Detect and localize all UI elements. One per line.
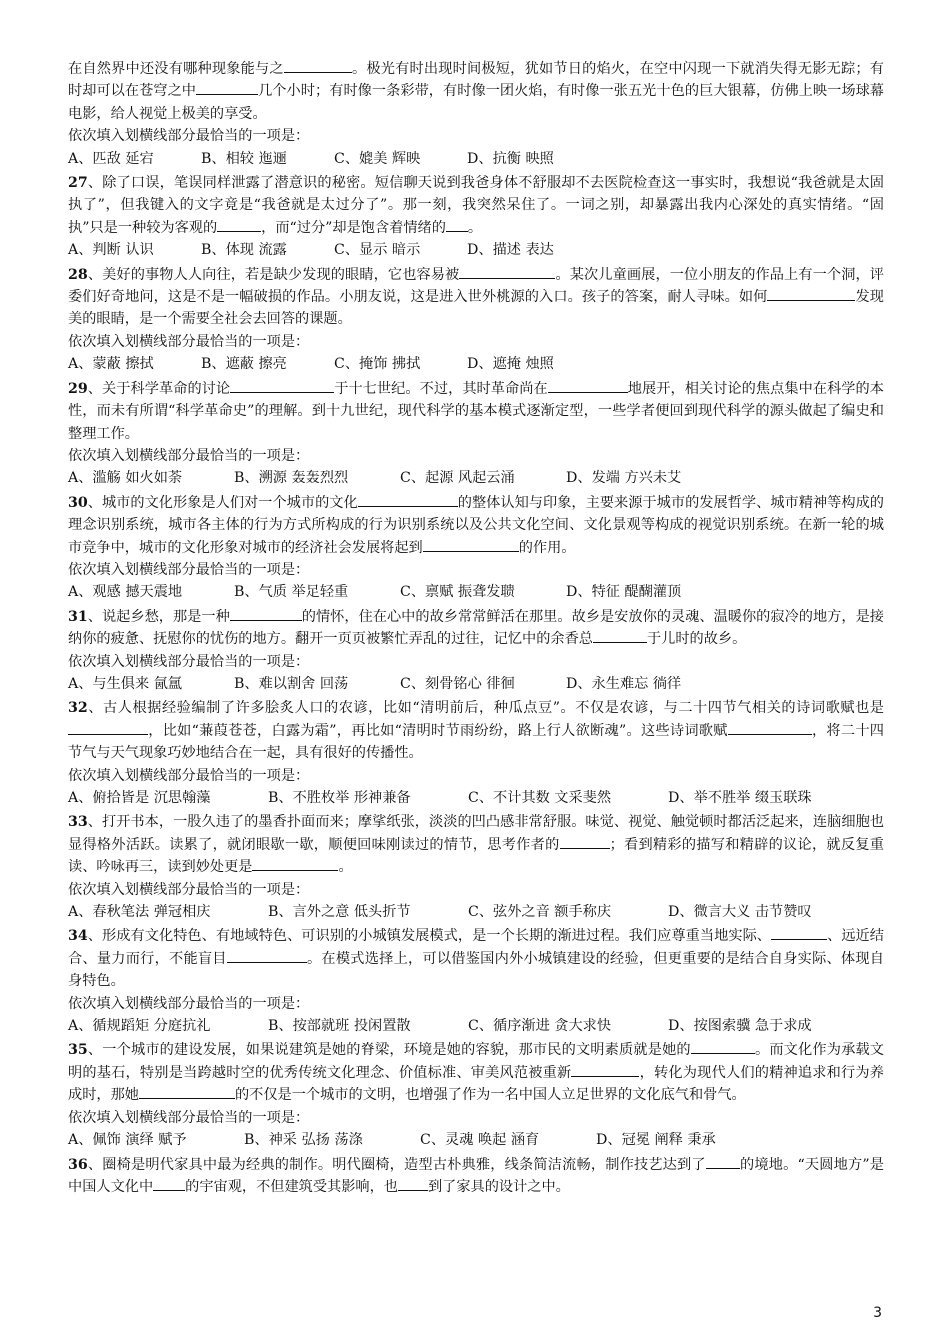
option-c[interactable]: C、起源 风起云涌 bbox=[400, 470, 515, 487]
option-c[interactable]: C、媲美 辉映 bbox=[334, 150, 421, 167]
question-number: 33 bbox=[68, 814, 88, 831]
question-prompt: 依次填入划横线部分最恰当的一项是： bbox=[68, 1109, 310, 1126]
blank bbox=[459, 264, 555, 279]
blank bbox=[196, 80, 258, 95]
option-a[interactable]: A、春秋笔法 弹冠相庆 bbox=[68, 904, 211, 921]
question-number: 34 bbox=[68, 928, 88, 945]
option-b[interactable]: B、气质 举足轻重 bbox=[234, 584, 349, 601]
question-number: 32 bbox=[68, 700, 88, 717]
option-b[interactable]: B、难以割舍 回荡 bbox=[234, 675, 349, 692]
option-list bbox=[68, 581, 884, 603]
blank bbox=[706, 1154, 740, 1169]
option-list bbox=[68, 148, 884, 170]
intro-paragraph: 在自然界中还没有哪种现象能与之 。极光有时出现时间极短，犹如节日的焰火，在空中闪现一下就消失得无影无踪；有时却可以在苍穹之中 几个小时；有时像一条彩带，有时像一团火焰，有时像一张五光十色的巨大银幕，仿佛上映一场球幕电影，给人视觉上极美的享受。 bbox=[68, 58, 884, 125]
blank bbox=[227, 948, 307, 963]
option-b[interactable]: B、溯源 轰轰烈烈 bbox=[234, 470, 349, 487]
blank bbox=[560, 834, 610, 849]
question-prompt: 依次填入划横线部分最恰当的一项是： bbox=[68, 881, 310, 898]
option-c[interactable]: C、不计其数 文采斐然 bbox=[468, 790, 612, 806]
blank bbox=[446, 217, 468, 232]
question-35: 35、一个城市的建设发展，如果说建筑是她的脊梁，环境是她的容貌，那市民的文明素质就是她的 。而文化作为承载文明的基石，特别是当跨越时空的优秀传统文化理念、价值标准、审美风范被重新 ，转化为现代人们的精神追求和行为养成时，那她 的不仅是一个城市的文明，也增强了作为一名中国人立足世界的文化底气和骨气。 bbox=[68, 1039, 884, 1106]
blank bbox=[548, 378, 628, 393]
option-a[interactable]: A、匹敌 延宕 bbox=[68, 150, 154, 167]
option-d[interactable]: D、举不胜举 缀玉联珠 bbox=[668, 790, 812, 806]
question-31: 31、说起乡愁，那是一种 的情怀，住在心中的故乡常常鲜活在那里。故乡是安放你的灵魂、温暖你的寂冷的地方，是接纳你的疲惫、抚慰你的忧伤的地方。翻开一页页被繁忙弄乱的过往，记忆中的余香总 于儿时的故乡。 bbox=[68, 606, 884, 651]
option-c[interactable]: C、弦外之音 额手称庆 bbox=[468, 904, 612, 921]
question-29: 29、关于科学革命的讨论 于十七世纪。不过，其时革命尚在 地展开，相关讨论的焦点集中在科学的本性，而未有所谓“科学革命史”的理解。到十九世纪，现代科学的基本模式逐渐定型，一些学者便回到现代科学的源头做起了编史和整理工作。 bbox=[68, 378, 884, 445]
question-30: 30、城市的文化形象是人们对一个城市的文化 的整体认知与印象，主要来源于城市的发展哲学、城市精神等构成的理念识别系统，城市各主体的行为方式所构成的行为识别系统以及公共文化空间、文化景观等构成的视觉识别系统。在新一轮的城市竞争中，城市的文化形象对城市的经济社会发展将起到 的作用。 bbox=[68, 492, 884, 559]
option-list bbox=[68, 467, 884, 489]
page-number: 3 bbox=[873, 1305, 882, 1321]
question-number: 31 bbox=[68, 608, 88, 625]
question-prompt: 依次填入划横线部分最恰当的一项是： bbox=[68, 128, 310, 145]
option-d[interactable]: D、永生难忘 徜徉 bbox=[566, 675, 682, 692]
question-prompt: 依次填入划横线部分最恰当的一项是： bbox=[68, 333, 310, 350]
option-d[interactable]: D、抗衡 映照 bbox=[467, 150, 554, 167]
option-list bbox=[68, 901, 884, 923]
option-d[interactable]: D、遮掩 烛照 bbox=[467, 356, 554, 373]
blank bbox=[593, 628, 647, 643]
question-number: 29 bbox=[68, 380, 88, 397]
option-d[interactable]: D、发端 方兴未艾 bbox=[566, 470, 682, 487]
option-b[interactable]: B、相较 迤逦 bbox=[201, 150, 287, 167]
option-d[interactable]: D、冠冕 阐释 秉承 bbox=[596, 1132, 716, 1149]
question-number: 35 bbox=[68, 1042, 88, 1059]
option-b[interactable]: B、言外之意 低头折节 bbox=[268, 904, 411, 921]
question-number: 28 bbox=[68, 266, 88, 283]
option-b[interactable]: B、体现 流露 bbox=[201, 242, 287, 259]
option-a[interactable]: A、判断 认识 bbox=[68, 242, 154, 259]
option-list bbox=[68, 353, 884, 375]
blank bbox=[153, 1176, 185, 1191]
option-list bbox=[68, 239, 884, 261]
option-c[interactable]: C、掩饰 拂拭 bbox=[334, 356, 421, 373]
option-c[interactable]: C、禀赋 振聋发聩 bbox=[400, 584, 515, 601]
blank bbox=[230, 378, 334, 393]
blank bbox=[423, 537, 519, 552]
blank bbox=[571, 1062, 639, 1077]
option-b[interactable]: B、遮蔽 擦亮 bbox=[201, 356, 287, 373]
question-prompt: 依次填入划横线部分最恰当的一项是： bbox=[68, 653, 310, 670]
question-33: 33、打开书本，一股久违了的墨香扑面而来；摩挲纸张，淡淡的凹凸感非常舒服。味觉、视觉、触觉顿时都活泛起来，连脑细胞也显得格外活跃。读累了，就闭眼歇一歇，顺便回味刚读过的情节，思考作者的 ；看到精彩的描写和精辟的议论，就反复重读、吟咏再三，读到妙处更是 。 bbox=[68, 814, 884, 876]
option-b[interactable]: B、神采 弘扬 荡涤 bbox=[244, 1132, 363, 1149]
blank bbox=[771, 925, 827, 940]
option-b[interactable]: B、不胜枚举 形神兼备 bbox=[268, 790, 411, 806]
option-c[interactable]: C、显示 暗示 bbox=[334, 242, 421, 259]
option-d[interactable]: D、按图索骥 急于求成 bbox=[668, 1018, 812, 1035]
option-list bbox=[68, 1015, 884, 1037]
blank bbox=[767, 286, 855, 301]
blank bbox=[139, 1084, 235, 1099]
option-d[interactable]: D、微言大义 击节赞叹 bbox=[668, 904, 812, 921]
option-c[interactable]: C、刻骨铭心 徘徊 bbox=[400, 675, 515, 692]
option-a[interactable]: A、蒙蔽 擦拭 bbox=[68, 356, 154, 373]
option-a[interactable]: A、俯拾皆是 沉思翰藻 bbox=[68, 790, 211, 806]
question-prompt: 依次填入划横线部分最恰当的一项是： bbox=[68, 447, 310, 464]
blank bbox=[728, 720, 812, 735]
blank bbox=[691, 1039, 755, 1054]
question-34: 34、形成有文化特色、有地域特色、可识别的小城镇发展模式，是一个长期的渐进过程。我们应尊重当地实际、 、远近结合、量力而行，不能盲目 。在模式选择上，可以借鉴国内外小城镇建设的经验，但更重要的是结合自身实际、体现自身特色。 bbox=[68, 925, 884, 992]
option-list bbox=[68, 1129, 884, 1151]
option-list bbox=[68, 673, 884, 695]
document-page bbox=[68, 58, 884, 1198]
option-c[interactable]: C、灵魂 唤起 涵育 bbox=[420, 1132, 540, 1149]
question-28: 28、美好的事物人人向往，若是缺少发现的眼睛，它也容易被 。某次儿童画展，一位小朋友的作品上有一个洞，评委们好奇地问，这是不是一幅破损的作品。小朋友说，这是进入世外桃源的入口。孩子的答案，耐人寻味。如何 发现美的眼睛，是一个需要全社会去回答的课题。 bbox=[68, 264, 884, 331]
blank bbox=[217, 217, 261, 232]
blank bbox=[284, 58, 352, 73]
option-b[interactable]: B、按部就班 投闲置散 bbox=[268, 1018, 411, 1035]
question-prompt: 依次填入划横线部分最恰当的一项是： bbox=[68, 995, 310, 1012]
question-number: 27 bbox=[68, 175, 88, 192]
question-36: 36、圈椅是明代家具中最为经典的制作。明代圈椅，造型古朴典雅，线条简洁流畅，制作技艺达到了 的境地。“天圆地方”是中国人文化中 的宇宙观，不但建筑受其影响，也 到了家具的设计之中。 bbox=[68, 1154, 884, 1199]
option-a[interactable]: A、观感 撼天震地 bbox=[68, 584, 183, 601]
option-a[interactable]: A、滥觞 如火如荼 bbox=[68, 470, 183, 487]
option-a[interactable]: A、佩饰 演绎 赋予 bbox=[68, 1132, 187, 1149]
question-number: 36 bbox=[68, 1156, 88, 1173]
blank bbox=[252, 856, 338, 871]
question-32: 32、古人根据经验编制了许多脍炙人口的农谚，比如“清明前后，种瓜点豆”。不仅是农谚，与二十四节气相关的诗词歌赋也是，比如“蒹葭苍苍，白露为霜”，再比如“清明时节雨纷纷，路上行人欲断魂”。这些诗词歌赋 ，将二十四节气与天气现象巧妙地结合在一起，具有很好的传播性。 bbox=[68, 700, 884, 762]
question-number: 30 bbox=[68, 494, 88, 511]
blank bbox=[230, 606, 302, 621]
blank bbox=[398, 1176, 428, 1191]
blank bbox=[68, 720, 148, 735]
option-c[interactable]: C、循序渐进 贪大求快 bbox=[468, 1018, 612, 1035]
blank bbox=[358, 492, 458, 507]
option-d[interactable]: D、描述 表达 bbox=[467, 242, 554, 259]
question-prompt: 依次填入划横线部分最恰当的一项是： bbox=[68, 767, 310, 784]
option-list bbox=[68, 787, 884, 809]
option-a[interactable]: A、循规蹈矩 分庭抗礼 bbox=[68, 1018, 211, 1035]
question-prompt: 依次填入划横线部分最恰当的一项是： bbox=[68, 561, 310, 578]
option-a[interactable]: A、与生俱来 氤氲 bbox=[68, 675, 183, 692]
option-d[interactable]: D、特征 醍醐灌顶 bbox=[566, 584, 682, 601]
question-27: 27、除了口误，笔误同样泄露了潜意识的秘密。短信聊天说到我爸身体不舒服却不去医院检查这一事实时，我想说“我爸就是太固执了”，但我键入的文字竟是“我爸就是太过分了”。那一刻，我突然呆住了。一词之别，却暴露出我内心深处的真实情绪。“固执”只是一种较为客观的 ，而“过分”却是饱含着情绪的 。 bbox=[68, 175, 884, 236]
